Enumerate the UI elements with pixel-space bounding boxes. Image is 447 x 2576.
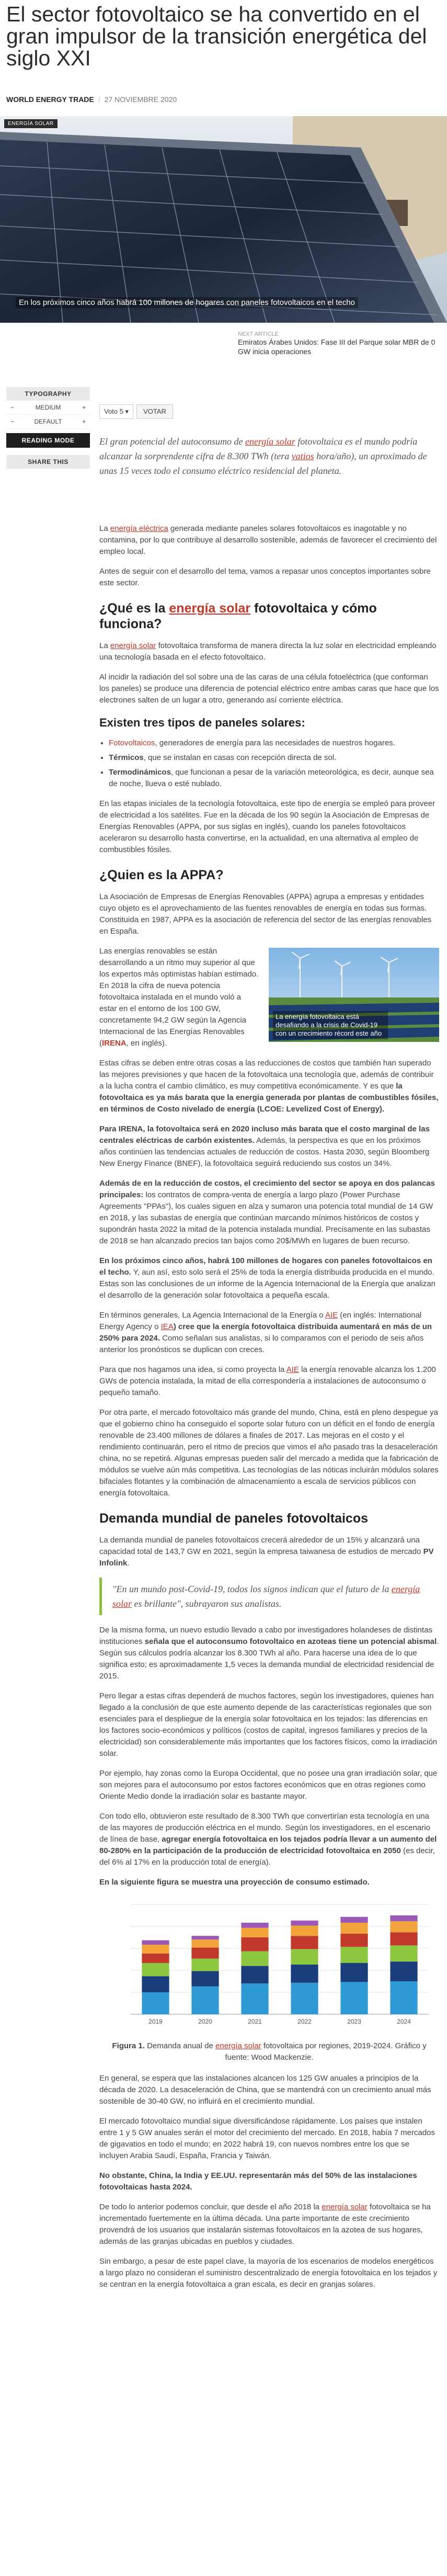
- bar-segment: [340, 1947, 368, 1963]
- rating-select-value: Voto 5: [104, 407, 123, 415]
- bar-segment: [241, 1983, 268, 2014]
- iea-link[interactable]: IEA: [161, 1322, 174, 1331]
- increase-font-icon[interactable]: +: [82, 404, 86, 411]
- watts-link[interactable]: vatios: [291, 451, 314, 461]
- paragraph: Con todo ello, obtuvieron este resultado de 8.300 TWh que convertirían esta tecnología en una de las mayores de producción eléctrica en el mundo. Según los investigadores, en el escenario de línea de base, agregar energía fotovoltaica en los tejados podría llevar a un aumento del 80-280% en la participación de la producción de electricidad fotovoltaica en 2050 (es decir, del 6% al 17% en la producción total de energía).: [99, 1812, 437, 1867]
- aie-link[interactable]: AIE: [325, 1311, 338, 1320]
- x-tick-label: 2024: [397, 2018, 411, 2025]
- demand-chart: [99, 1897, 439, 2036]
- bar-segment: [142, 1963, 169, 1976]
- paragraph: Por otra parte, el mercado fotovoltaico más grande del mundo, China, está en pleno despegue ya que el gobierno chino ha conseguido el soporte solar futuro con un déficit en el fondo de energía renovable de 23.400 millones de dólares a finales de 2017. Las mejoras en el costo y el rendimiento continuarán, pero el ritmo de precios que vimos el año pasado tras la desaceleración china, no se repetirá. Algunas empresas pueden salir del mercado a medida que la fabricación de módulos se vuelve aún más competitiva. Las tecnologías de las nóticas incluirán módulos solares bifaciales flotantes y la combinación de almacenamiento a escala de servicios públicos con energía fotovoltaica.: [99, 1408, 439, 1497]
- paragraph: La demanda mundial de paneles fotovoltaicos crecerá alrededor de un 15% y alcanzará una capacidad total de 143,7 GW en 2021, según la empresa taiwanesa de estudios de mercado PV Infolink.: [99, 1536, 434, 1568]
- hero-image: [0, 116, 447, 323]
- bar-segment: [142, 1992, 169, 2014]
- article-navigation: [0, 328, 447, 370]
- hero-caption: En los próximos cinco años habrá 100 millones de hogares con paneles fotovoltaicos en el techo: [16, 297, 358, 308]
- paragraph: Las energías renovables se están desarrollando a un ritmo muy superior al que los expertos más optimistas habían estimado. En 2018 la cifra de nueva potencia fotovoltaica instalada en el mundo voló a estar en el entorno de los 100 GW, concretamente 94,2 GW según la Agencia Internacional de las Energías Renovables (IRENA, en inglés).: [99, 947, 259, 1048]
- x-tick-label: 2023: [347, 2018, 361, 2025]
- category-tag[interactable]: ENERGÍA SOLAR: [4, 119, 58, 128]
- section-heading: ¿Quien es la APPA?: [99, 868, 224, 882]
- bar-segment: [340, 1917, 368, 1923]
- x-tick-label: 2022: [297, 2018, 312, 2025]
- pull-quote: "En un mundo post-Covid-19, todos los signos indican que el futuro de la energía solar es brillante", subrayaron sus analistas.: [99, 1578, 439, 1615]
- demand-chart-svg: [99, 1897, 439, 2033]
- photo-caption: La energía fotovoltaica está desafiando a la crisis de Covid-19 con un crecimiento récord este año: [273, 1011, 388, 1039]
- paragraph: De todo lo anterior podemos concluir, que desde el año 2018 la energía solar fotovoltaica se ha incrementado fuertemente en la última década. Una parte importante de este crecimiento provendrá de los usuarios que instalarán sistemas fotovoltaicos en la azotea de sus hogares, además de las granjas ubicadas en pueblos y ciudades.: [99, 2203, 431, 2246]
- paragraph: Estas cifras se deben entre otras cosas a las reducciones de costos que también han superado las mejores previsiones y que hacen de la fotovoltaica una tecnología que, además de contribuir a la lucha contra el cambio climático, es muy competitiva económicamente. Y es que la fotovoltaica es ya más barata que la energía generada por plantas de combustibles fósiles, en términos de Costo nivelado de energía (LCOE: Levelized Cost of Energy).: [99, 1059, 439, 1114]
- aie-link[interactable]: AIE: [286, 1365, 299, 1374]
- lead-text: fotovoltaica es el mundo podría alcanzar la sorprendente cifra de 8.300 TWh (tera: [99, 436, 418, 461]
- bar-segment: [241, 1966, 268, 1984]
- article-body: [99, 523, 439, 2299]
- byline: [6, 95, 177, 104]
- font-size-control: [6, 401, 90, 415]
- x-tick-label: 2019: [148, 2018, 163, 2025]
- bar-segment: [241, 1923, 268, 1928]
- bar-segment: [291, 1965, 318, 1983]
- wind-solar-photo: [269, 948, 439, 1046]
- font-family-label: DEFAULT: [34, 418, 62, 425]
- chevron-down-icon: ▾: [125, 407, 129, 415]
- bar-segment: [241, 1928, 268, 1937]
- bar-segment: [291, 1936, 318, 1949]
- bar-segment: [142, 1954, 169, 1963]
- bar-segment: [291, 1983, 318, 2014]
- next-article-label: NEXT ARTICLE: [238, 331, 279, 337]
- bar-segment: [390, 1915, 417, 1921]
- paragraph: En los próximos cinco años, habrá 100 millones de hogares con paneles fotovoltaicos en el techo. Y, aun así, esto solo será el 25% de toda la energía distribuida producida en el mundo. Estas son las conclusiones de un informe de la Agencia Internacional de la Energía que analizan el desarrollo de la generación solar fotovoltaica a pequeña escala.: [99, 1256, 435, 1300]
- x-tick-label: 2020: [198, 2018, 212, 2025]
- paragraph: La energía eléctrica generada mediante paneles solares fotovoltaicos es inagotable y no contamina, por lo que contribuye al desarrollo sostenible, además de favorecer el crecimiento del empleo local.: [99, 524, 437, 556]
- reading-mode-button[interactable]: READING MODE: [6, 433, 90, 448]
- paragraph: En la siguiente figura se muestra una proyección de consumo estimado.: [99, 1878, 370, 1887]
- paragraph: En general, se espera que las instalaciones alcancen los 125 GW anuales a principios de la década de 2020. La desaceleración de China, que se mantendrá con un crecimiento anual más sostenible de 30-40 GW, no influirá en el crecimiento mundial.: [99, 2074, 431, 2106]
- article-lead: [99, 434, 439, 478]
- bar-segment: [191, 1987, 219, 2014]
- list-item: • Termodinámicos, que funcionan a pesar de la variación meteorológica, es decir, aunque sea de noche, llueva o esté nublado.: [109, 767, 439, 790]
- next-article-link[interactable]: [238, 331, 442, 356]
- bar-segment: [390, 1945, 417, 1961]
- list-item: • Térmicos, que se instalan en casas con recepción directa de sol.: [109, 752, 439, 764]
- bar-segment: [340, 1963, 368, 1982]
- section-heading: Existen tres tipos de paneles solares:: [99, 716, 305, 729]
- typography-heading: TYPOGRAPHY: [6, 387, 90, 401]
- paragraph: Para IRENA, la fotovoltaica será en 2020 incluso más barata que el costo marginal de las centrales eléctricas de carbón existentes. Además, la perspectiva es que en los próximos años continúen las tendencias actuales de reducción de costos. Hasta 2030, según Bloomberg New Energy Finance (BNEF), la fotovoltaica seguirá reduciendo sus costos un 34%.: [99, 1125, 430, 1168]
- list-item: • Fotovoltaicos, generadores de energía para las necesidades de nuestros hogares.: [109, 737, 439, 749]
- paragraph: Para que nos hagamos una idea, si como proyecta la AIE la energía renovable alcanza los 1.200 GWs de potencia instalada, la mitad de ella correspondería a instalaciones de autoconsumo o pequeño tamaño.: [99, 1365, 436, 1397]
- bar-segment: [191, 1948, 219, 1959]
- paragraph: En las etapas iniciales de la tecnología fotovoltaica, este tipo de energía se empleó para proveer de electricidad a los satélites. Fue en la década de los 90 según la Asociación de Empresas de Energías Renovables (APPA, por sus siglas en inglés), cuando los paneles fotovoltaicos aceleraron su desarrollo hasta convertirse, en la actualidad, en una alternativa al empleo de combustibles fósiles.: [99, 799, 435, 854]
- energy-link[interactable]: energía solar: [112, 1584, 420, 1609]
- bar-segment: [142, 1940, 169, 1945]
- bar-segment: [191, 1971, 219, 1986]
- panel-types-list: [99, 737, 439, 790]
- bar-segment: [390, 1981, 417, 2014]
- paragraph: La Asociación de Empresas de Energías Renovables (APPA) agrupa a empresas y entidades cuyo objeto es el aprovechamiento de las fuentes renovables de energía en todas sus formas. Constituida en 1987, APPA es la asociación de referencia del sector de las energías renovables en España.: [99, 892, 432, 936]
- paragraph: Sin embargo, a pesar de este papel clave, la mayoría de los escenarios de modelos energéticos a largo plazo no consideran el suministro descentralizado de energía fotovoltaica en los tejados y se centran en la energía fotovoltaica a gran escala, es decir en granjas solares.: [99, 2257, 438, 2289]
- publish-date: 27 NOVIEMBRE 2020: [104, 95, 177, 104]
- bar-segment: [340, 1982, 368, 2014]
- paragraph: Pero llegar a estas cifras dependerá de muchos factores, según los investigadores, quienes han llegado a la conclusión de que este aumento depende de las características regionales que son esenciales para el despliegue de la energía solar fotovoltaica en los tejados: las diferencias en los factores socio-económicos y políticos (costos de capital, ingresos familiares y precios de la electricidad) son considerablemente más importantes que los factores físicos, como la irradiación solar.: [99, 1692, 438, 1758]
- lead-text: El gran potencial del autoconsumo de: [99, 436, 245, 447]
- solar-roof-illustration: [0, 116, 447, 323]
- section-heading: Demanda mundial de paneles fotovoltaicos: [99, 1511, 369, 1526]
- bar-segment: [191, 1959, 219, 1971]
- bar-segment: [142, 1945, 169, 1954]
- rating-widget: [99, 404, 173, 419]
- section-heading: ¿Qué es la energía solar fotovoltaica y cómo funciona?: [99, 601, 377, 631]
- vote-button[interactable]: VOTAR: [136, 404, 173, 419]
- energy-link[interactable]: energía solar: [110, 641, 156, 650]
- bar-segment: [241, 1937, 268, 1951]
- lead-text: hora/año), un aproximado de unas 15 veces todo el consumo eléctrico residencial del planeta.: [99, 451, 427, 476]
- energy-link[interactable]: energía solar: [245, 436, 295, 447]
- energy-link[interactable]: energía solar: [322, 2203, 368, 2211]
- bar-segment: [191, 1936, 219, 1939]
- bar-segment: [291, 1949, 318, 1964]
- paragraph: En términos generales, La Agencia Internacional de la Energía o AIE (en inglés: International Energy Agency o IEA) cree que la energía fotovoltaica distribuida aumentará en más de un 250% para 2024. Como señalan sus analistas, si lo comparamos con el periodo de seis años anterior los pronósticos se duplican con creces.: [99, 1311, 432, 1354]
- page-title: El sector fotovoltaico se ha convertido en el gran impulsor de la transición energética del siglo XXI: [6, 2, 427, 70]
- paragraph: De la misma forma, un nuevo estudio llevado a cabo por investigadores holandeses de distintas instituciones señala que el autoconsumo fotovoltaico en azoteas tiene un potencial abismal. Según sus cálculos podría alcanzar los 8.300 TWh al año. Para hacerse una idea de lo que significa esto; es aproximadamente 1,5 veces la demanda mundial de electricidad residencial de 2015.: [99, 1626, 439, 1681]
- energy-link[interactable]: energía solar: [169, 601, 251, 616]
- rating-select[interactable]: [99, 404, 133, 419]
- bar-segment: [390, 1961, 417, 1981]
- x-tick-label: 2021: [248, 2018, 262, 2025]
- next-font-icon[interactable]: +: [82, 418, 86, 425]
- paragraph: Por ejemplo, hay zonas como la Europa Occidental, que no posee una gran irradiación solar, que son mejores para el autoconsumo por estos factores económicos que en otras regiones como Oriente Medio donde la irradiación solar es bastante mayor.: [99, 1769, 438, 1801]
- bar-segment: [291, 1926, 318, 1936]
- bar-segment: [291, 1921, 318, 1926]
- energy-link[interactable]: energía solar: [215, 2041, 261, 2050]
- paragraph: Antes de seguir con el desarrollo del tema, vamos a repasar unos conceptos importantes sobre este sector.: [99, 567, 431, 587]
- bar-segment: [191, 1939, 219, 1947]
- paragraph: Además de en la reducción de costos, el crecimiento del sector se apoya en dos palancas principales: los contratos de compra-venta de energía a largo plazo (Power Purchase Agreements "PPAs"), los cuales siguen en alza y sumaron una potencia total mundial de 14 GW en 2018, y las subastas de energía que continúan marcando mínimos históricos de costos y supondrán hasta 2022 la mitad de la potencia instalada mundial. Precisamente en las subastas de 2018 se han alcanzado precios tan bajos como 20$/MWh en lugares de buen recurso.: [99, 1179, 435, 1245]
- prev-font-icon[interactable]: −: [10, 418, 15, 425]
- share-heading: SHARE THIS: [6, 455, 90, 469]
- paragraph: El mercado fotovoltaico mundial sigue diversificándose rápidamente. Los países que instalen entre 1 y 5 GW anuales serán el motor del crecimiento del mercado. En 2018, había 7 mercados de gigavatios en todo el mundo; en 2022 habrá 19, con nuevos nombres entre los que se incluyen Arabia Saudí, España, Francia y Taiwán.: [99, 2117, 435, 2160]
- next-article-title: Emiratos Árabes Unidos: Fase III del Parque solar MBR de 0 GW inicia operaciones: [238, 338, 435, 356]
- reading-tools-sidebar: [6, 387, 90, 469]
- bar-segment: [340, 1934, 368, 1947]
- decrease-font-icon[interactable]: −: [10, 404, 15, 411]
- paragraph: Al incidir la radiación del sol sobre una de las caras de una célula fotoeléctrica (que conforman los paneles) se produce una diferencia de potencial eléctrico entre ambas caras que hace que los electrones salten de un lugar a otro, generando así corriente eléctrica.: [99, 673, 439, 705]
- bar-segment: [241, 1951, 268, 1966]
- bar-segment: [390, 1932, 417, 1945]
- energy-link[interactable]: energía eléctrica: [110, 524, 168, 533]
- paragraph: No obstante, China, la India y EE.UU. representarán más del 50% de las instalaciones fotovoltaicas hasta 2024.: [99, 2171, 417, 2192]
- byline-separator: /: [98, 95, 100, 104]
- author-link[interactable]: WORLD ENERGY TRADE: [6, 95, 94, 104]
- paragraph: La energía solar fotovoltaica transforma de manera directa la luz solar en electricidad empleando una tecnología basada en el efecto fotovoltaico.: [99, 641, 437, 662]
- bar-segment: [340, 1923, 368, 1934]
- font-family-control: [6, 415, 90, 429]
- font-size-label: MEDIUM: [35, 404, 61, 411]
- bar-segment: [390, 1921, 417, 1932]
- bar-segment: [142, 1976, 169, 1992]
- figure-caption: Figura 1. Demanda anual de energía solar fotovoltaica por regiones, 2019-2024. Gráfico y fuente: Wood Mackenzie.: [112, 2041, 427, 2062]
